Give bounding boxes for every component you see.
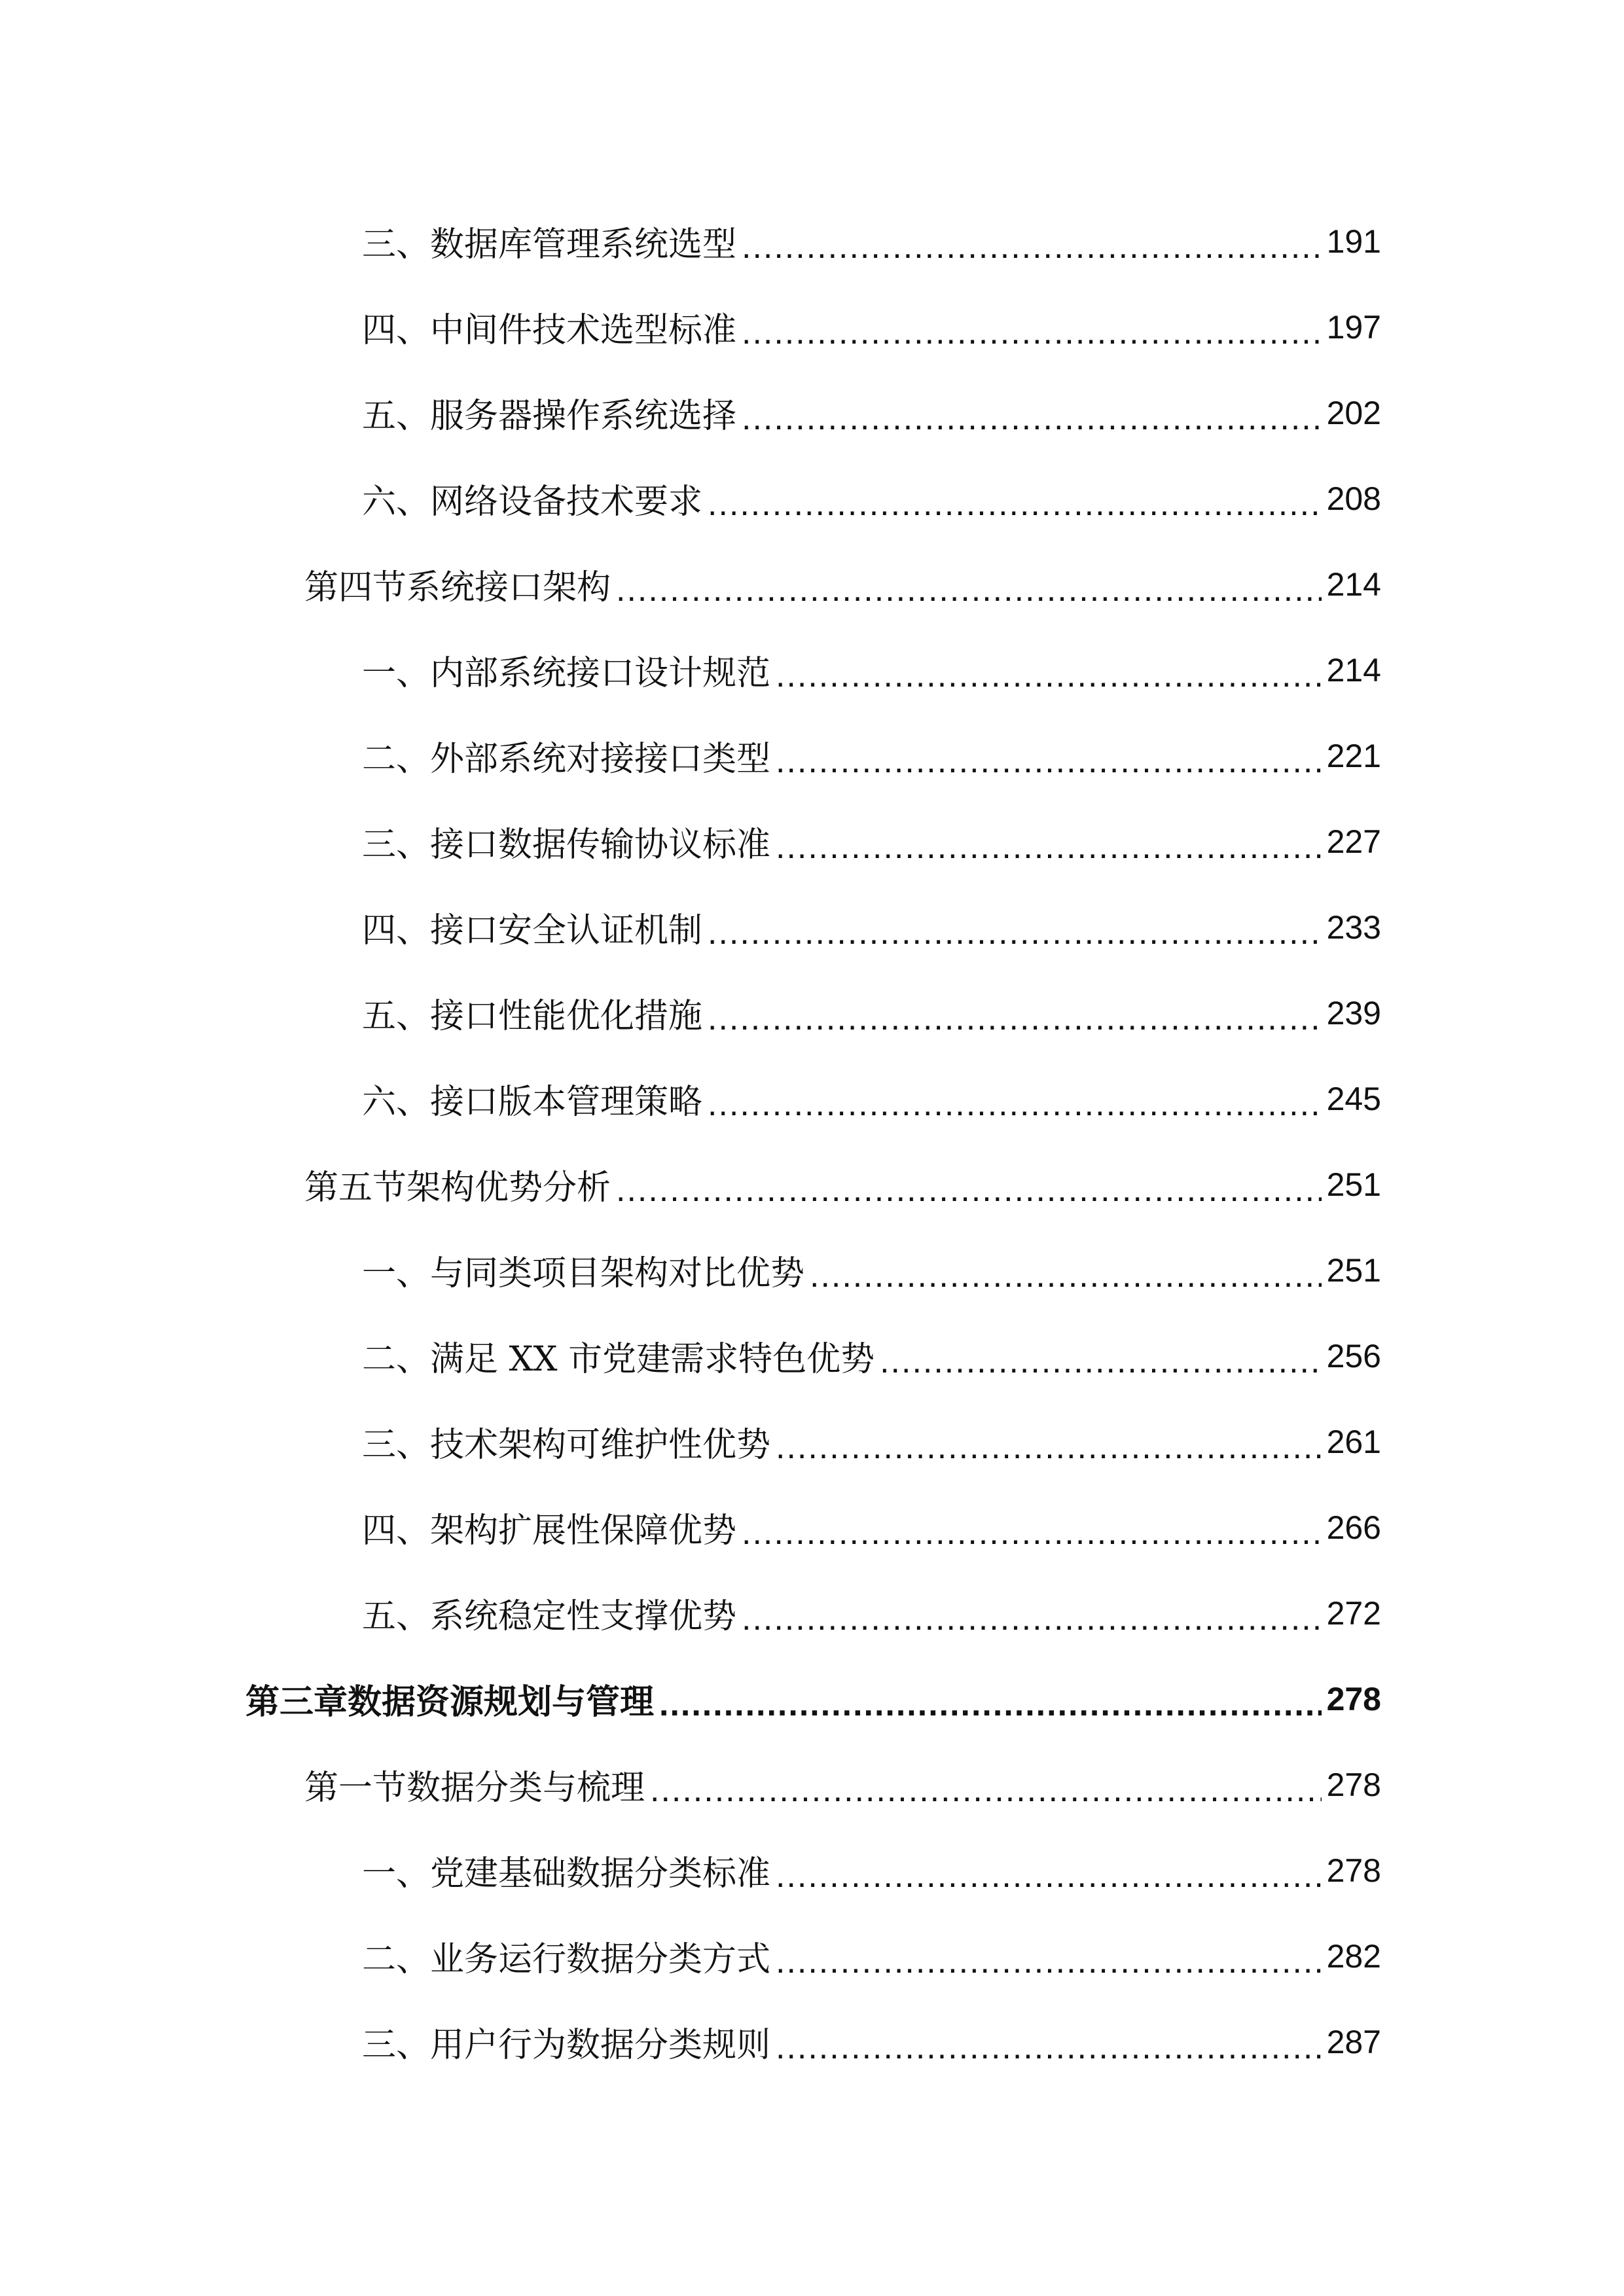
toc-entry-title: 五、系统稳定性支撑优势 [362,1597,737,1636]
toc-entry-page-number: 214 [1326,565,1381,603]
dot-leader [776,827,1322,867]
toc-entry-title: 三、技术架构可维护性优势 [362,1426,771,1465]
toc-subsection-entry[interactable] [0,198,1624,284]
toc-entry-page-number: 227 [1326,823,1381,860]
toc-subsection-entry[interactable] [0,1570,1624,1656]
dot-leader [810,1256,1322,1295]
toc-entry-page-number: 245 [1326,1080,1381,1117]
dot-leader [880,1342,1321,1381]
toc-section-entry[interactable] [0,541,1624,627]
toc-entry-page-number: 261 [1326,1423,1381,1460]
dot-leader [742,1513,1322,1552]
toc-entry-page-number: 287 [1326,2023,1381,2060]
toc-entry-page-number: 214 [1326,651,1381,689]
toc-chapter-entry[interactable] [0,1656,1624,1742]
toc-subsection-entry[interactable] [0,884,1624,970]
toc-entry-page-number: 197 [1326,308,1381,346]
toc-entry-title: 五、接口性能优化措施 [362,997,703,1036]
toc-entry-page-number: 239 [1326,994,1381,1031]
toc-entry-page-number: 278 [1326,1766,1381,1803]
toc-entry-page-number: 251 [1326,1166,1381,1203]
toc-entry-title: 第五节架构优势分析 [304,1168,611,1208]
toc-subsection-entry[interactable] [0,1913,1624,1999]
toc-entry-title: 三、接口数据传输协议标准 [362,825,771,865]
toc-entry-page-number: 208 [1326,480,1381,517]
dot-leader [742,313,1322,352]
toc-entry-page-number: 233 [1326,908,1381,946]
toc-subsection-entry[interactable] [0,713,1624,798]
toc-subsection-entry[interactable] [0,627,1624,713]
toc-entry-title: 二、满足 XX 市党建需求特色优势 [362,1340,875,1379]
toc-subsection-entry[interactable] [0,1313,1624,1399]
toc-subsection-entry[interactable] [0,1827,1624,1913]
dot-leader [659,1685,1322,1724]
toc-subsection-entry[interactable] [0,1999,1624,2085]
dot-leader [776,1856,1322,1895]
dot-leader [708,913,1322,952]
toc-entry-page-number: 266 [1326,1509,1381,1546]
toc-entry-title: 三、数据库管理系统选型 [362,225,737,264]
toc-subsection-entry[interactable] [0,456,1624,541]
dot-leader [616,570,1322,609]
dot-leader [776,1427,1322,1467]
toc-subsection-entry[interactable] [0,798,1624,884]
toc-entry-title: 二、外部系统对接接口类型 [362,740,771,779]
toc-entry-title: 四、接口安全认证机制 [362,911,703,950]
toc-subsection-entry[interactable] [0,1227,1624,1313]
toc-entry-title: 四、架构扩展性保障优势 [362,1511,737,1551]
dot-leader [776,656,1322,695]
toc-entry-title: 二、业务运行数据分类方式 [362,1940,771,1979]
toc-entry-title: 一、与同类项目架构对比优势 [362,1254,805,1293]
toc-entry-title: 六、接口版本管理策略 [362,1083,703,1122]
dot-leader [776,2028,1322,2067]
toc-subsection-entry[interactable] [0,970,1624,1056]
toc-entry-title: 第四节系统接口架构 [304,568,611,607]
toc-entry-title: 六、网络设备技术要求 [362,482,703,522]
toc-entry-title: 五、服务器操作系统选择 [362,397,737,436]
toc-entry-title: 一、党建基础数据分类标准 [362,1854,771,1893]
toc-entry-title: 第三章数据资源规划与管理 [245,1682,655,1722]
toc-subsection-entry[interactable] [0,370,1624,456]
toc-entry-page-number: 202 [1326,394,1381,431]
toc-entry-page-number: 278 [1326,1680,1381,1717]
toc-entry-page-number: 282 [1326,1937,1381,1975]
toc-entry-page-number: 251 [1326,1251,1381,1289]
dot-leader [776,1942,1322,1981]
toc-section-entry[interactable] [0,1141,1624,1227]
dot-leader [616,1170,1322,1210]
toc-entry-page-number: 221 [1326,737,1381,774]
toc-entry-title: 第一节数据分类与梳理 [304,1768,645,1808]
table-of-contents [0,198,1624,2085]
toc-subsection-entry[interactable] [0,1056,1624,1141]
dot-leader [742,227,1322,266]
toc-entry-title: 四、中间件技术选型标准 [362,311,737,350]
toc-subsection-entry[interactable] [0,284,1624,370]
dot-leader [708,484,1322,524]
dot-leader [742,1599,1322,1638]
dot-leader [708,1085,1322,1124]
toc-entry-page-number: 278 [1326,1852,1381,1889]
dot-leader [708,999,1322,1038]
toc-entry-page-number: 256 [1326,1337,1381,1374]
toc-subsection-entry[interactable] [0,1399,1624,1484]
toc-entry-title: 一、内部系统接口设计规范 [362,654,771,693]
dot-leader [742,399,1322,438]
toc-section-entry[interactable] [0,1742,1624,1827]
dot-leader [776,742,1322,781]
dot-leader [650,1770,1322,1810]
toc-entry-page-number: 272 [1326,1594,1381,1632]
toc-subsection-entry[interactable] [0,1484,1624,1570]
toc-entry-page-number: 191 [1326,223,1381,260]
toc-entry-title: 三、用户行为数据分类规则 [362,2026,771,2065]
